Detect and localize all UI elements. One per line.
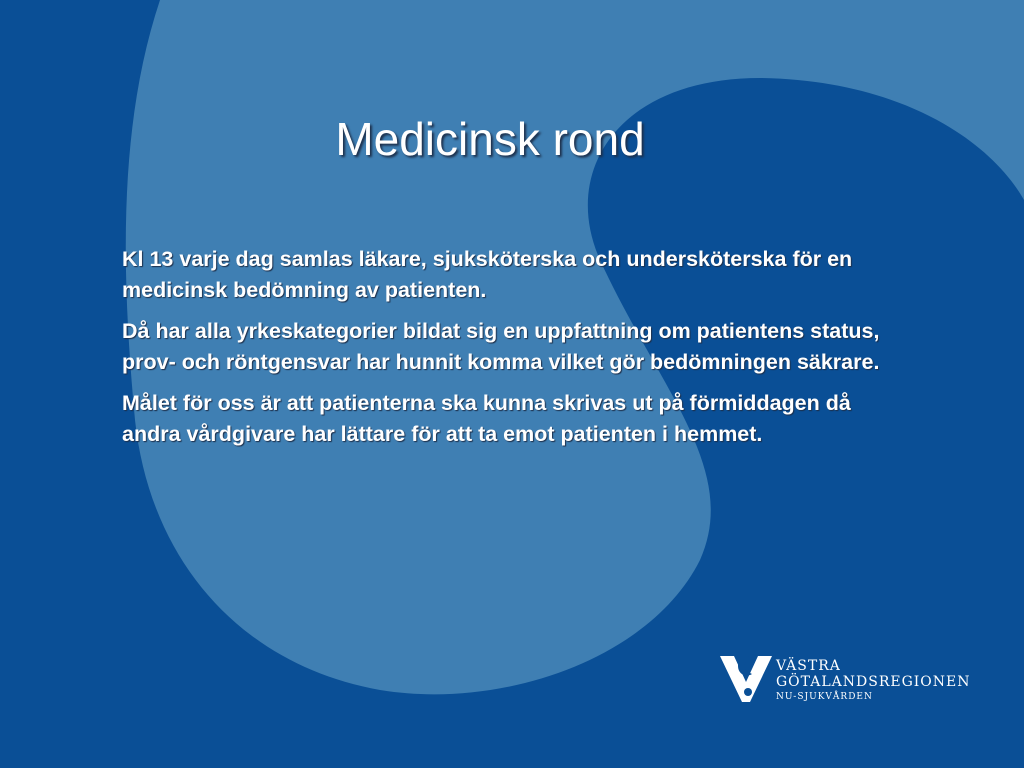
slide-title: Medicinsk rond [335, 113, 645, 165]
paragraph-2: Då har alla yrkeskategorier bildat sig en uppfattning om patientens status, prov- och röntgensvar har hunnit komma vilket gör bedömningen säkrare. [122, 319, 880, 374]
paragraph-1: Kl 13 varje dag samlas läkare, sjuksköterska och undersköterska för en medicinsk bedömning av patienten. [122, 247, 853, 302]
paragraph-3: Målet för oss är att patienterna ska kunna skrivas ut på förmiddagen då andra vårdgivare har lättare för att ta emot patienten i hemmet. [122, 391, 851, 446]
logo-line-gotalandsregionen: GÖTALANDSREGIONEN [776, 674, 971, 690]
slide-body [122, 244, 882, 460]
vgr-logo-icon [718, 652, 774, 706]
logo-line-vastra: VÄSTRA [776, 658, 841, 674]
vgr-logo [718, 652, 971, 708]
logo-line-nu-sjukvarden: NU-SJUKVÅRDEN [776, 692, 873, 702]
logo-text [776, 658, 971, 704]
